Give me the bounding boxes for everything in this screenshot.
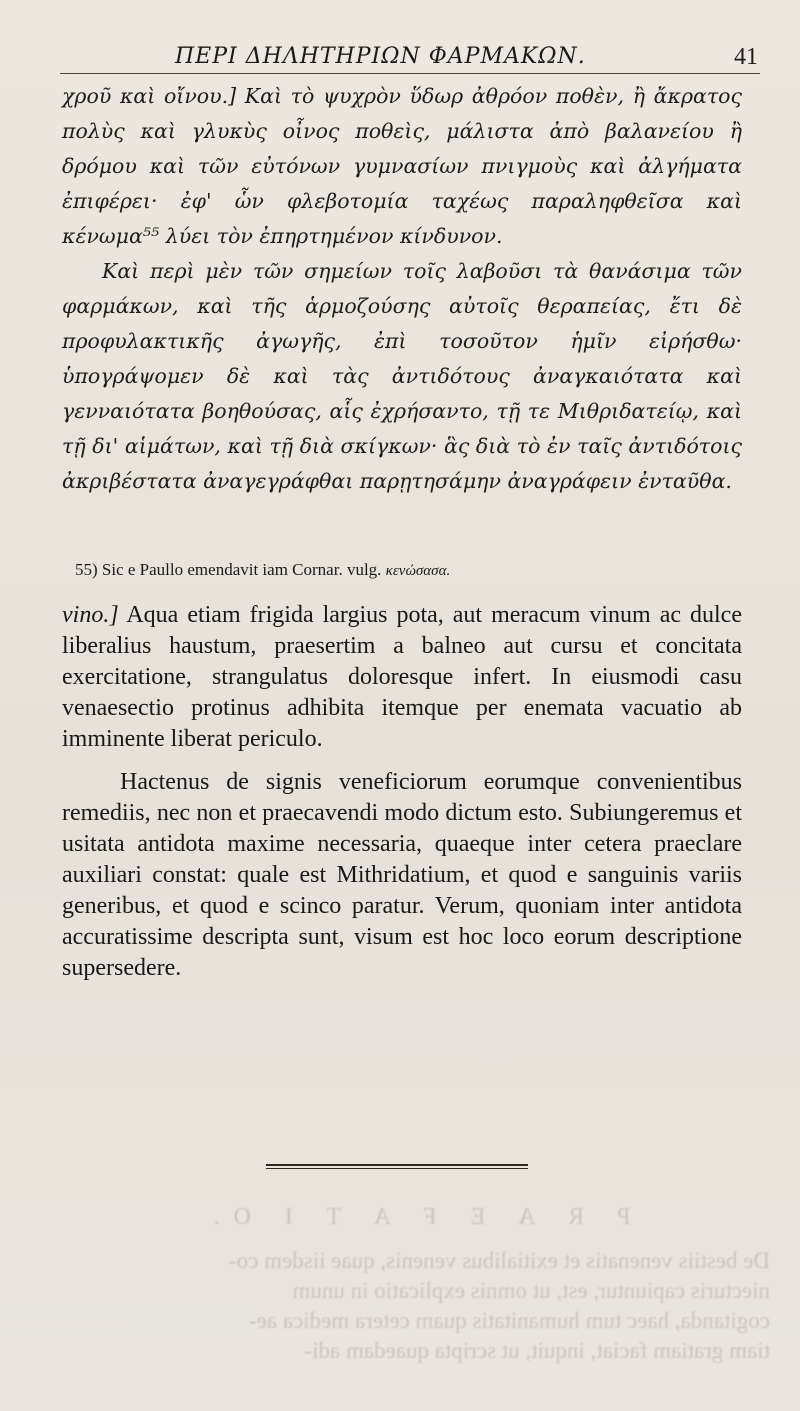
paragraph-gap xyxy=(62,755,742,767)
show-through-heading: P R A E F A T I O. xyxy=(199,1204,631,1230)
divider-thick-rule xyxy=(266,1164,528,1166)
latin-paragraph-1-text: Aqua etiam frigida largius pota, aut meracum vinum ac dulce liberalius haustum, praesertim a balneo aut cursu et concitata exercitatione, strangulatus doloresque infert. In eiusmodi casu venaesectio protinus adhibita itemque per enemata vacuatio ab imminente liberat periculo. xyxy=(62,602,742,752)
running-header xyxy=(60,38,760,78)
footnote-55 xyxy=(75,560,450,580)
show-through-line-1: De bestiis venenatis et exitialibus venenis, quae iisdem co- xyxy=(229,1248,770,1273)
running-title: ΠΕΡΙ ΔΗΛΗΤΗΡΙΩΝ ΦΑΡΜΑΚΩΝ. xyxy=(175,44,586,69)
latin-paragraph-2: Hactenus de signis veneficiorum eorumque convenientibus remediis, nec non et praecavendi modo dictum esto. Subiungeremus et usitata antidota maxime necessaria, quaeque inter cetera praeclare auxiliari constat: quale est Mithridatium, et quod e sanguinis variis generibus, et quod e scinco paratur. Verum, quoniam inter antidota accuratissime descripta sunt, visum est hoc loco eorum descriptione supersedere. xyxy=(62,769,742,981)
show-through-text xyxy=(60,1180,770,1411)
greek-paragraph-2: Καὶ περὶ μὲν τῶν σημείων τοῖς λαβοῦσι τὰ θανάσιμα τῶν φαρμάκων, καὶ τῆς ἁρμοζούσης αὐτοῖς θεραπείας, ἔτι δὲ προφυλακτικῆς ἀγωγῆς, ἐπὶ τοσοῦτον ἡμῖν εἰρήσθω· ὑπογράψομεν δὲ καὶ τὰς ἀντιδότους ἀναγκαιότατα καὶ γενναιότατα βοηθούσας, αἷς ἐχρήσαντο, τῇ τε Μιθριδατείῳ, καὶ τῇ δι' αἱμάτων, καὶ τῇ διὰ σκίγκων· ἃς διὰ τὸ ἐν ταῖς ἀντιδότοις ἀκριβέστατα ἀναγεγράφθαι παρῃτησάμην ἀναγράφειν ἐνταῦθα. xyxy=(62,259,742,493)
header-rule xyxy=(60,73,760,74)
latin-paragraph-1 xyxy=(62,600,742,755)
show-through-line-2: niecturis capiuntur, est, ut omnis explicatio in unum xyxy=(292,1278,770,1303)
footnote-text: 55) Sic e Paullo emendavit iam Cornar. vulg. xyxy=(75,560,382,579)
greek-text-block xyxy=(62,79,742,499)
show-through-line-3: cogitanda, haec tum humanitatis quam cetera medica ae- xyxy=(248,1308,770,1333)
latin-lemma: vino.] xyxy=(62,602,119,628)
divider-thin-rule xyxy=(266,1168,528,1169)
greek-paragraph-1: χροῦ καὶ οἴνου.] Καὶ τὸ ψυχρὸν ὕδωρ ἀθρόον ποθὲν, ἢ ἄκρατος πολὺς καὶ γλυκὺς οἶνος ποθεὶς, μάλιστα ἀπὸ βαλανείου ἢ δρόμου καὶ τῶν εὐτόνων γυμνασίων πνιγμοὺς καὶ ἀλγήματα ἐπιφέρει· ἐφ' ὧν φλεβοτομία ταχέως παραληφθεῖσα καὶ κένωμα⁵⁵ λύει τὸν ἐπηρτημένον κίνδυνον. xyxy=(62,84,742,248)
show-through-line-4: tiam gratiam faciat, inquit, ut scripta quaedam adi- xyxy=(304,1338,770,1363)
latin-translation-block xyxy=(62,600,742,984)
page-number: 41 xyxy=(734,44,758,70)
section-divider xyxy=(266,1164,528,1170)
footnote-greek-word: κενώσασα. xyxy=(385,563,451,579)
